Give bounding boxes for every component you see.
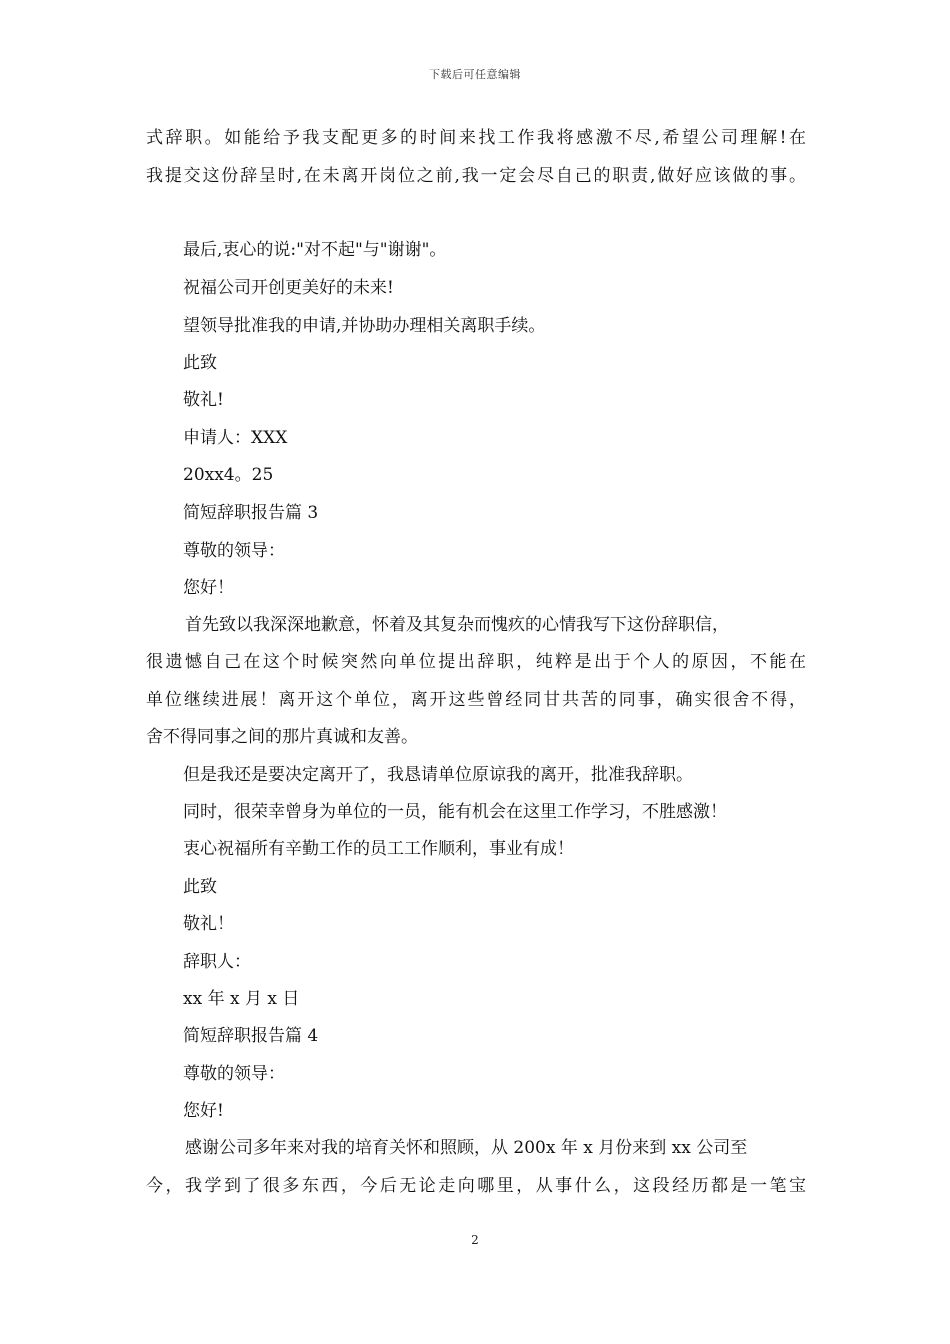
body-line: 今，我学到了很多东西，今后无论走向哪里，从事什么，这段经历都是一笔宝: [146, 1176, 806, 1196]
body-line: 但是我还是要决定离开了，我恳请单位原谅我的离开，批准我辞职。: [183, 765, 693, 785]
body-line: 最后,衷心的说:"对不起"与"谢谢"。: [183, 240, 447, 260]
body-line: 望领导批准我的申请,并协助办理相关离职手续。: [183, 316, 546, 336]
greeting-line: 您好！: [183, 578, 234, 598]
closing-line: 敬礼！: [183, 914, 234, 934]
date-line: xx 年 x 月 x 日: [183, 989, 300, 1009]
body-line: 很遗憾自己在这个时候突然向单位提出辞职，纯粹是出于个人的原因，不能在: [146, 652, 806, 672]
body-line: 式辞职。如能给予我支配更多的时间来找工作我将感激不尽,希望公司理解!在: [146, 128, 806, 148]
body-line: 祝福公司开创更美好的未来!: [183, 278, 394, 298]
signature-line: 辞职人：: [183, 952, 251, 972]
closing-line: 敬礼!: [183, 390, 224, 410]
section-heading: 简短辞职报告篇 4: [183, 1026, 319, 1046]
body-line: 感谢公司多年来对我的培育关怀和照顾，从 200x 年 x 月份来到 xx 公司至: [185, 1138, 748, 1158]
salutation-line: 尊敬的领导：: [183, 541, 285, 561]
body-line: 我提交这份辞呈时,在未离开岗位之前,我一定会尽自己的职责,做好应该做的事。: [146, 166, 806, 186]
salutation-line: 尊敬的领导：: [183, 1064, 285, 1084]
closing-line: 此致: [183, 877, 217, 897]
body-line: 衷心祝福所有辛勤工作的员工工作顺利，事业有成！: [183, 839, 574, 859]
greeting-line: 您好!: [183, 1101, 224, 1121]
body-line: 首先致以我深深地歉意，怀着及其复杂而愧疚的心情我写下这份辞职信，: [185, 615, 729, 635]
body-line: 舍不得同事之间的那片真诚和友善。: [146, 727, 418, 747]
body-line: 单位继续进展！离开这个单位，离开这些曾经同甘共苦的同事，确实很舍不得，: [146, 690, 806, 710]
date-line: 20xx4。25: [183, 465, 274, 485]
page-header: 下载后可任意编辑: [429, 68, 521, 81]
closing-line: 此致: [183, 353, 217, 373]
section-heading: 简短辞职报告篇 3: [183, 503, 319, 523]
signature-line: 申请人：XXX: [183, 428, 288, 448]
body-line: 同时，很荣幸曾身为单位的一员，能有机会在这里工作学习，不胜感激！: [183, 802, 727, 822]
page-number: 2: [471, 1233, 479, 1247]
